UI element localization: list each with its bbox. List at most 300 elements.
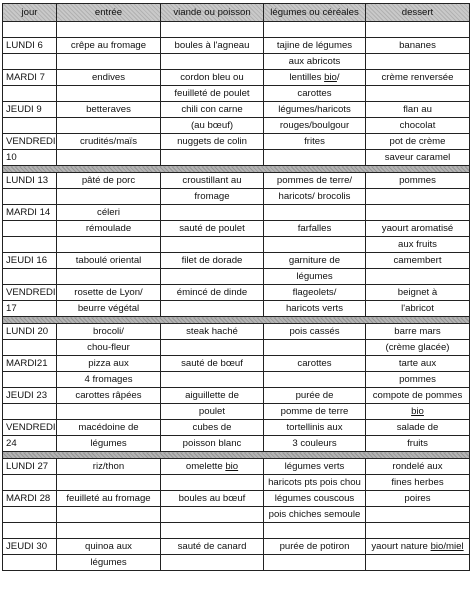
cell-dessert [366,134,470,150]
cell-entree-text: céleri [97,206,120,218]
cell-viande-text: cubes de [192,421,232,433]
cell-entree [57,118,161,134]
cell-jour [3,70,57,86]
cell-legumes [264,150,366,166]
cell-entree [57,54,161,70]
cell-entree [57,86,161,102]
cell-legumes [264,388,366,404]
cell-entree-text: beurre végétal [77,302,140,314]
table-row [3,150,470,166]
cell-entree [57,70,161,86]
cell-viande [161,507,264,523]
cell-dessert-text: yaourt nature [371,540,431,552]
cell-legumes-text: légumes/haricots [278,103,351,115]
cell-viande-bio-underlined: bio [225,460,239,472]
cell-legumes-text: carottes [297,87,332,99]
cell-entree [57,491,161,507]
cell-jour [3,118,57,134]
cell-entree [57,150,161,166]
cell-viande [161,420,264,436]
cell-entree [57,22,161,38]
cell-viande-text: (au bœuf) [190,119,234,131]
cell-legumes-text: frites [304,135,325,147]
cell-entree [57,221,161,237]
cell-dessert [366,237,470,253]
cell-legumes-text: légumes couscous [274,492,355,504]
cell-dessert-text: saveur caramel [384,151,451,163]
cell-dessert [366,189,470,205]
cell-legumes [264,102,366,118]
cell-entree [57,340,161,356]
cell-legumes-text: haricots/ brocolis [278,190,351,202]
cell-legumes [264,54,366,70]
cell-entree-text: quinoa aux [85,540,132,552]
cell-dessert-text: salade de [396,421,439,433]
cell-entree [57,205,161,221]
cell-entree [57,507,161,523]
cell-entree [57,134,161,150]
cell-jour [3,237,57,253]
cell-viande [161,523,264,539]
table-row [3,237,470,253]
header-entree: entrée [57,4,161,22]
cell-legumes [264,301,366,317]
cell-dessert [366,324,470,340]
cell-legumes-text: lentilles [289,71,325,83]
cell-legumes-text: pomme de terre [280,405,349,417]
cell-legumes [264,70,366,86]
cell-dessert [366,356,470,372]
cell-legumes [264,340,366,356]
cell-dessert-text: pommes [399,174,436,186]
cell-jour-text: LUNDI 6 [6,39,43,51]
header-legumes: légumes ou céréales [264,4,366,22]
cell-entree-text: brocoli/ [93,325,124,337]
table-row [3,253,470,269]
cell-jour [3,54,57,70]
cell-viande [161,221,264,237]
cell-dessert [366,173,470,189]
cell-dessert-text: pot de crème [389,135,446,147]
cell-legumes-text: légumes verts [284,460,345,472]
cell-jour-text: 17 [6,302,17,314]
cell-viande-text: poulet [198,405,226,417]
table-row [3,54,470,70]
cell-viande-text: feuilleté de poulet [174,87,250,99]
cell-jour [3,173,57,189]
table-row [3,507,470,523]
cell-legumes [264,22,366,38]
cell-viande-text: nuggets de colin [177,135,247,147]
table-row [3,420,470,436]
cell-entree-text: crudités/maïs [79,135,138,147]
week-separator [3,452,470,459]
cell-dessert-text: fines herbes [391,476,444,488]
table-row [3,285,470,301]
cell-entree-text: rémoulade [85,222,132,234]
cell-viande [161,372,264,388]
cell-dessert [366,555,470,571]
cell-entree [57,269,161,285]
cell-legumes-text: haricots pts pois chou [268,476,361,488]
cell-jour [3,491,57,507]
cell-legumes [264,38,366,54]
cell-viande [161,150,264,166]
cell-legumes [264,285,366,301]
cell-viande [161,134,264,150]
table-row [3,404,470,420]
cell-viande [161,475,264,491]
table-row [3,356,470,372]
table-row [3,70,470,86]
cell-legumes [264,523,366,539]
cell-dessert [366,86,470,102]
cell-viande [161,189,264,205]
cell-dessert-text: crème renversée [381,71,454,83]
menu-body [3,22,470,571]
cell-jour-text: LUNDI 20 [6,325,49,337]
table-row [3,301,470,317]
cell-legumes-text: tortellinis aux [286,421,343,433]
cell-legumes-text: purée de [295,389,334,401]
cell-entree [57,237,161,253]
table-row [3,372,470,388]
table-row [3,118,470,134]
table-row [3,491,470,507]
cell-entree-text: taboulé oriental [75,254,142,266]
cell-dessert [366,54,470,70]
cell-viande [161,173,264,189]
cell-viande [161,539,264,555]
cell-viande-text: filet de dorade [181,254,243,266]
cell-entree [57,301,161,317]
cell-jour [3,150,57,166]
cell-dessert [366,388,470,404]
cell-legumes [264,555,366,571]
week-separator-band [3,166,470,173]
cell-legumes [264,459,366,475]
cell-viande [161,301,264,317]
cell-dessert-text: rondelé aux [392,460,443,472]
cell-viande-text: poisson blanc [182,437,242,449]
cell-viande [161,356,264,372]
menu-table [2,3,470,571]
cell-entree [57,102,161,118]
cell-viande [161,285,264,301]
table-row [3,539,470,555]
cell-dessert-text: barre mars [394,325,441,337]
cell-legumes [264,475,366,491]
cell-dessert [366,22,470,38]
cell-entree [57,475,161,491]
cell-dessert-text: pommes [399,373,436,385]
cell-entree-text: crêpe au fromage [70,39,147,51]
cell-entree [57,356,161,372]
cell-jour [3,459,57,475]
cell-entree-text: rosette de Lyon/ [74,286,143,298]
cell-dessert-text: camembert [393,254,442,266]
cell-viande [161,237,264,253]
cell-viande [161,38,264,54]
cell-jour [3,285,57,301]
cell-jour-text: VENDREDI [6,286,56,298]
cell-dessert [366,372,470,388]
cell-viande-text: sauté de bœuf [181,357,243,369]
cell-legumes [264,205,366,221]
cell-legumes [264,118,366,134]
cell-legumes [264,173,366,189]
cell-entree-text: endives [91,71,126,83]
cell-viande [161,555,264,571]
cell-entree-text: légumes [90,556,127,568]
cell-legumes [264,324,366,340]
cell-jour [3,475,57,491]
cell-entree [57,404,161,420]
table-row [3,102,470,118]
cell-legumes-text: pommes de terre/ [276,174,353,186]
cell-viande [161,340,264,356]
cell-viande-text: croustillant au [182,174,242,186]
cell-jour-text: MARDI 14 [6,206,51,218]
cell-jour [3,102,57,118]
cell-viande-text: chili con carne [181,103,243,115]
cell-jour [3,539,57,555]
cell-entree [57,523,161,539]
cell-dessert [366,523,470,539]
cell-viande-text: omelette [185,460,226,472]
cell-entree [57,420,161,436]
table-row [3,269,470,285]
table-row [3,189,470,205]
table-row [3,436,470,452]
cell-legumes [264,436,366,452]
cell-entree [57,173,161,189]
cell-jour [3,221,57,237]
cell-jour-text: JEUDI 30 [6,540,48,552]
cell-jour [3,420,57,436]
cell-dessert [366,539,470,555]
table-row [3,173,470,189]
cell-dessert [366,221,470,237]
cell-legumes-suffix: / [336,71,340,83]
cell-jour [3,404,57,420]
table-row [3,134,470,150]
cell-dessert [366,436,470,452]
cell-dessert [366,420,470,436]
cell-jour-text: 10 [6,151,17,163]
cell-legumes [264,404,366,420]
cell-dessert-text: compote de pommes [372,389,463,401]
cell-jour [3,555,57,571]
cell-dessert-text: chocolat [399,119,436,131]
cell-dessert [366,404,470,420]
cell-jour [3,134,57,150]
cell-viande-text: émincé de dinde [176,286,248,298]
cell-dessert [366,285,470,301]
cell-legumes-text: rouges/boulgour [279,119,350,131]
table-row [3,523,470,539]
table-row [3,459,470,475]
cell-legumes-text: légumes [296,270,333,282]
cell-legumes-text: haricots verts [285,302,344,314]
table-row [3,205,470,221]
cell-legumes [264,420,366,436]
cell-viande [161,102,264,118]
cell-jour-text: LUNDI 13 [6,174,49,186]
cell-viande [161,205,264,221]
cell-viande [161,269,264,285]
cell-legumes-text: 3 couleurs [292,437,337,449]
cell-jour-text: 24 [6,437,17,449]
cell-entree [57,459,161,475]
cell-legumes-text: purée de potiron [279,540,350,552]
cell-jour [3,324,57,340]
cell-legumes [264,221,366,237]
cell-jour [3,189,57,205]
cell-viande-text: sauté de canard [177,540,247,552]
cell-legumes [264,86,366,102]
cell-viande-text: steak haché [186,325,238,337]
cell-jour [3,253,57,269]
cell-dessert-bio-underlined: bio [411,405,424,417]
cell-dessert [366,491,470,507]
cell-dessert [366,38,470,54]
week-separator-band [3,452,470,459]
cell-viande [161,253,264,269]
cell-jour [3,507,57,523]
header-row [3,4,470,22]
cell-viande-text: boules au bœuf [178,492,246,504]
cell-dessert-text: flan au [403,103,432,115]
cell-jour-text: JEUDI 16 [6,254,48,266]
cell-legumes [264,372,366,388]
table-row [3,86,470,102]
cell-entree [57,436,161,452]
cell-dessert-text: (crème glacée) [385,341,450,353]
cell-legumes [264,491,366,507]
table-row [3,475,470,491]
week-separator [3,166,470,173]
cell-jour [3,205,57,221]
cell-entree-text: 4 fromages [84,373,133,385]
cell-viande [161,86,264,102]
cell-entree-text: pâté de porc [81,174,136,186]
cell-jour [3,356,57,372]
cell-dessert [366,205,470,221]
header-viande: viande ou poisson [161,4,264,22]
cell-jour-text: MARDI21 [6,357,48,369]
cell-viande [161,404,264,420]
cell-viande-text: boules à l'agneau [174,39,250,51]
cell-dessert [366,150,470,166]
table-row [3,340,470,356]
cell-entree-text: pizza aux [88,357,129,369]
cell-legumes-text: tajine de légumes [276,39,353,51]
cell-legumes [264,356,366,372]
cell-legumes [264,237,366,253]
table-row [3,388,470,404]
cell-jour [3,86,57,102]
cell-jour [3,436,57,452]
cell-dessert [366,118,470,134]
cell-dessert-bio-underlined: bio/miel [430,540,464,552]
header-dessert: dessert [366,4,470,22]
cell-entree [57,285,161,301]
header-jour: jour [3,4,57,22]
cell-jour [3,372,57,388]
cell-jour-text: VENDREDI [6,135,56,147]
table-row [3,38,470,54]
cell-viande-text: sauté de poulet [179,222,245,234]
cell-entree-text: légumes [90,437,127,449]
cell-dessert [366,507,470,523]
cell-legumes-bio-underlined: bio [324,71,337,83]
cell-dessert [366,340,470,356]
cell-viande [161,118,264,134]
cell-jour [3,38,57,54]
cell-jour [3,269,57,285]
cell-entree [57,539,161,555]
cell-legumes-text: flageolets/ [292,286,337,298]
cell-dessert [366,459,470,475]
cell-dessert-text: yaourt aromatisé [381,222,454,234]
cell-dessert [366,70,470,86]
cell-entree [57,324,161,340]
cell-jour [3,340,57,356]
cell-viande [161,436,264,452]
cell-viande [161,459,264,475]
cell-entree [57,372,161,388]
cell-legumes [264,539,366,555]
cell-dessert-text: poires [404,492,431,504]
cell-viande [161,54,264,70]
cell-legumes [264,134,366,150]
cell-legumes [264,269,366,285]
cell-legumes-text: pois cassés [289,325,340,337]
cell-legumes-text: pois chiches semoule [268,508,361,520]
cell-legumes-text: garniture de [288,254,341,266]
cell-viande [161,491,264,507]
cell-dessert-text: l'abricot [401,302,434,314]
cell-viande-text: cordon bleu ou [180,71,244,83]
cell-entree [57,555,161,571]
cell-viande [161,22,264,38]
week-separator [3,317,470,324]
cell-entree [57,189,161,205]
table-row [3,324,470,340]
cell-dessert [366,102,470,118]
cell-entree-text: carottes râpées [75,389,142,401]
cell-legumes-text: aux abricots [288,55,341,67]
cell-legumes [264,189,366,205]
cell-jour [3,22,57,38]
cell-dessert-text: fruits [407,437,428,449]
cell-entree-text: betteraves [86,103,131,115]
cell-entree [57,388,161,404]
cell-legumes-text: carottes [297,357,332,369]
cell-legumes [264,507,366,523]
week-separator-band [3,317,470,324]
cell-jour-text: LUNDI 27 [6,460,49,472]
cell-entree-text: chou-fleur [87,341,130,353]
cell-jour-text: JEUDI 23 [6,389,48,401]
cell-entree [57,38,161,54]
cell-dessert-text: bananes [399,39,436,51]
table-row [3,555,470,571]
cell-entree-text: riz/thon [92,460,125,472]
cell-dessert-text: aux fruits [398,238,437,250]
table-row [3,22,470,38]
